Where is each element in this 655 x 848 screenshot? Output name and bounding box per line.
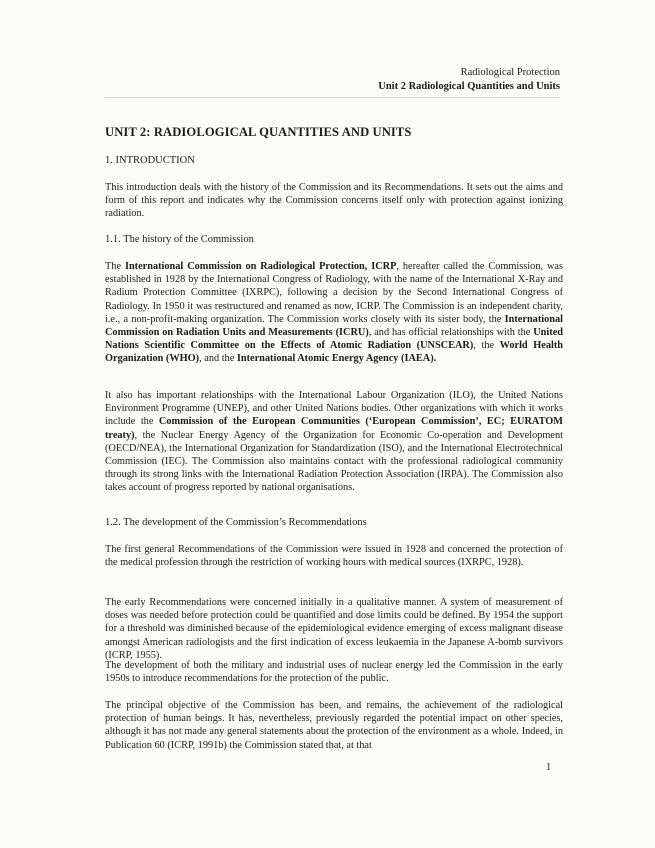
- header-divider: [105, 97, 560, 98]
- org-icru: International Commission on Radiation Units and Measurements (ICRU): [105, 313, 563, 339]
- org-european-commission: Commission of the European Communities (‘European Commission’, EC; EURATOM treaty): [105, 416, 563, 441]
- org-who: World Health Organization (WHO): [105, 340, 563, 365]
- paragraph-early-recommendations: The early Recommendations were concerned initially in a qualitative manner. A system of measurement of doses was needed before protection could be quantified and dose limits could be defined. By 1954 the support for a threshold was diminished because of the epidemiological evidence emerging of excess malignant disease amongst American radiologists and the first indication of excess leukaemia in the Japanese A-bomb survivors (ICRP, 1955).: [105, 597, 563, 661]
- paragraph-introduction: This introduction deals with the history of the Commission and its Recommendations. It sets out the aims and form of this report and indicates why the Commission concerns itself only with protection against ionizing radiation.: [105, 182, 563, 220]
- section-heading-history: 1.1. The history of the Commission: [105, 234, 254, 245]
- org-unscear: United Nations Scientific Committee on the Effects of Atomic Radiation (UNSCEAR): [105, 327, 563, 352]
- paragraph-relationships: It also has important relationships with the International Labour Organization (ILO), the United Nations Environment Programme (UNEP), and other United Nations bodies. Other organizations with which it works include the Commission of the European Communities (‘European Commission’, EC; EURATOM treaty), the Nuclear Energy Agency of the Organization for Economic Co-operation and Development (OECD/NEA), the International Organization for Standardization (ISO), and the International Electrotechnical Commission (IEC). The Commission also maintains contact with the professional radiological community through its strong links with the International Radiation Protection Association (IRPA). The Commission also takes account of progress reported by national organisations.: [105, 390, 563, 494]
- page-number: 1: [546, 762, 552, 773]
- paragraph-history: The International Commission on Radiological Protection, ICRP, hereafter called the Commission, was established in 1928 by the International Congress of Radiology, with the name of the International X-Ray and Radium Protection Committee (IXRPC), following a decision by the Second International Congress of Radiology. In 1950 it was restructured and renamed as now, ICRP. The Commission is an independent charity, i.e., a non-profit-making organization. The Commission works closely with its sister body, the International Commission on Radiation Units and Measurements (ICRU), and has official relationships with the United Nations Scientific Committee on the Effects of Atomic Radiation (UNSCEAR), the World Health Organization (WHO), and the International Atomic Energy Agency (IAEA).: [105, 261, 563, 365]
- org-icrp: International Commission on Radiological Protection, ICRP: [124, 261, 397, 272]
- paragraph-first-recommendations: The first general Recommendations of the Commission were issued in 1928 and concerned the protection of the medical profession through the restriction of working hours with medical sources (IXRPC, 1928).: [105, 544, 563, 569]
- running-header-course: Radiological Protection: [460, 67, 560, 78]
- paragraph-principal-objective: The principal objective of the Commission has been, and remains, the achievement of the radiological protection of human beings. It has, nevertheless, previously regarded the potential impact on other species, although it has not made any general statements about the protection of the environment as a whole. Indeed, in Publication 60 (ICRP, 1991b) the Commission stated that, at that: [105, 700, 563, 751]
- paragraph-military-industrial: The development of both the military and industrial uses of nuclear energy led the Commission in the early 1950s to introduce recommendations for the protection of the public.: [105, 660, 563, 685]
- page-title: UNIT 2: RADIOLOGICAL QUANTITIES AND UNITS: [105, 125, 412, 139]
- org-iaea: International Atomic Energy Agency (IAEA).: [236, 353, 437, 365]
- running-header-unit: Unit 2 Radiological Quantities and Units: [378, 81, 560, 92]
- section-heading-introduction: 1. INTRODUCTION: [105, 155, 195, 166]
- section-heading-development: 1.2. The development of the Commission’s Recommendations: [105, 517, 367, 528]
